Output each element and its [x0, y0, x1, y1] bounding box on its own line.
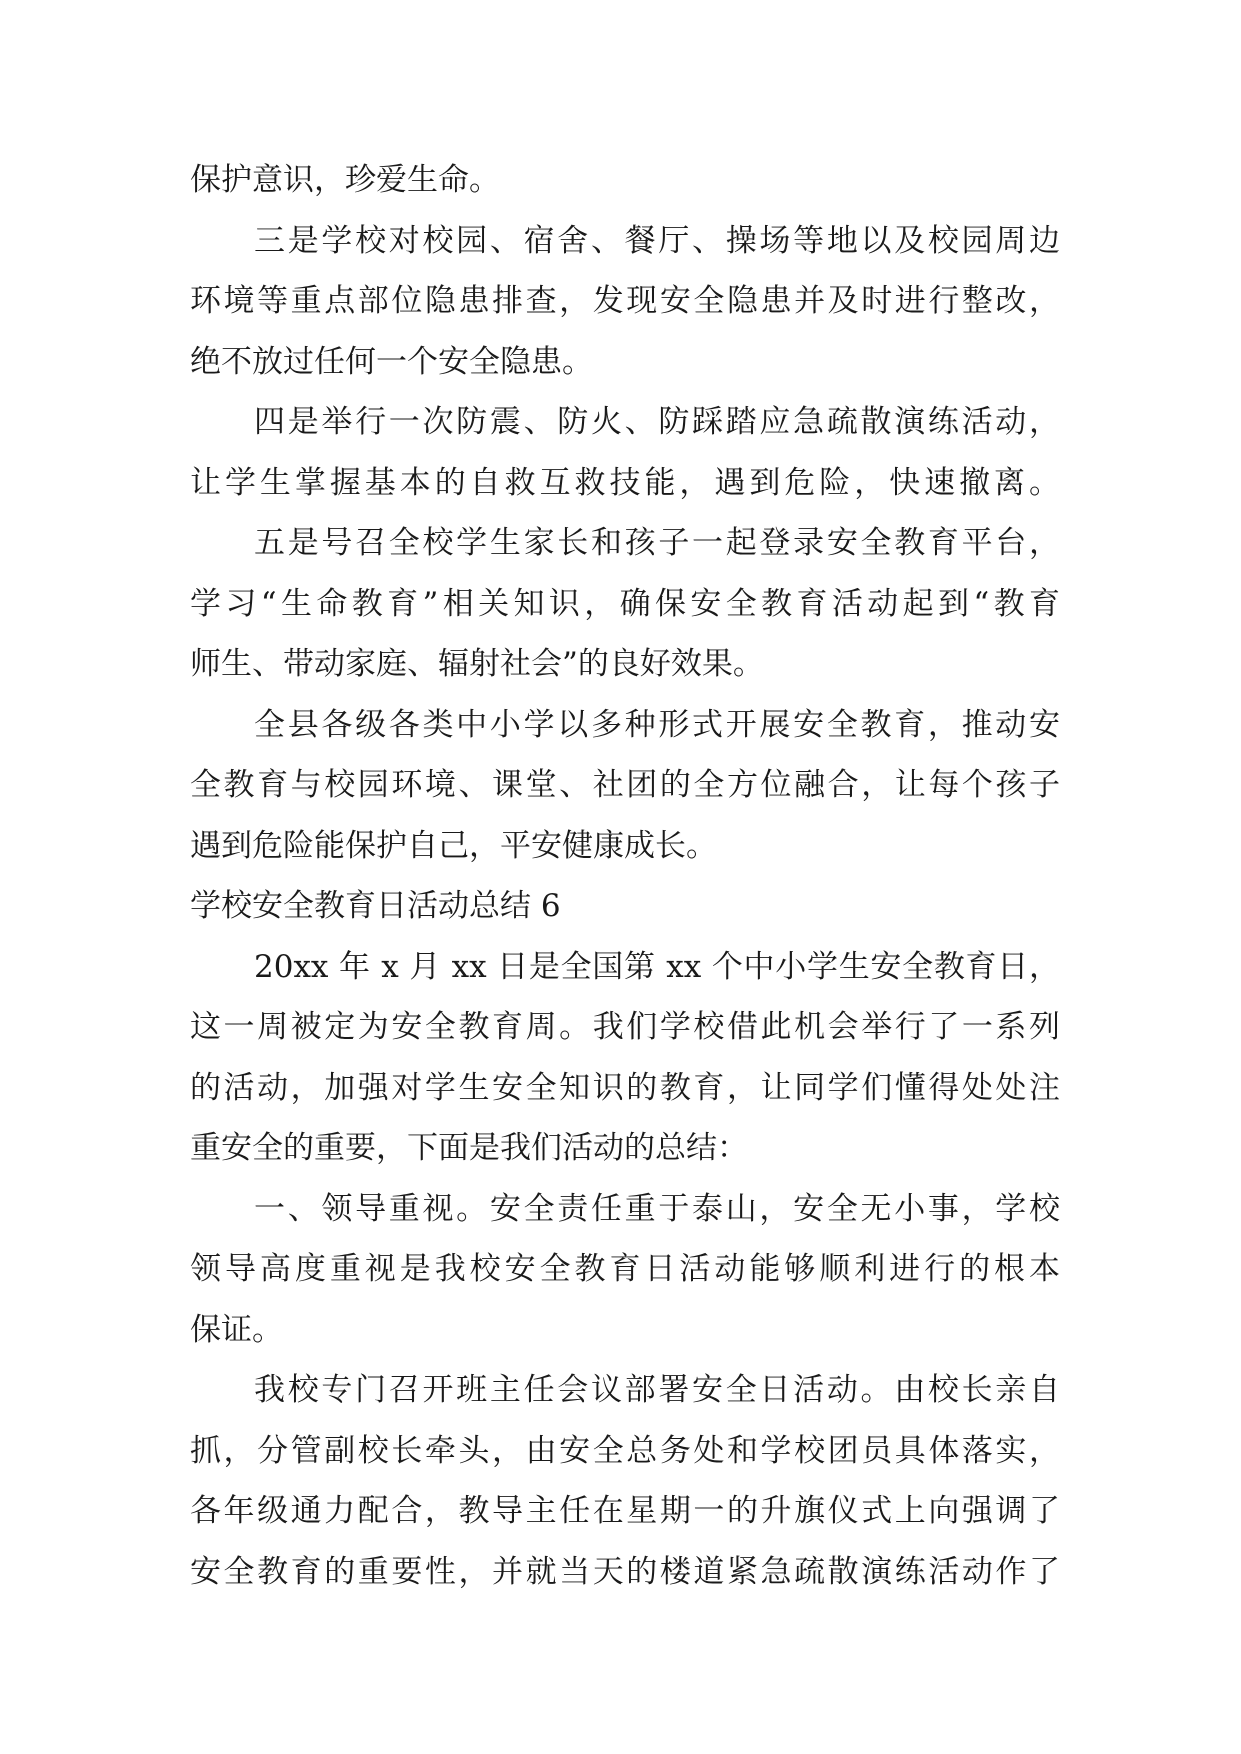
text-line: 遇到危险能保护自己，平安健康成长。 — [190, 827, 717, 864]
paragraph-start-line: 我校专门召开班主任会议部署安全日活动。由校长亲自 — [254, 1372, 1060, 1408]
section-heading: 学校安全教育日活动总结 6 — [190, 888, 561, 924]
text-line: 各年级通力配合，教导主任在星期一的升旗仪式上向强调了 — [190, 1493, 1060, 1529]
text-line: 重安全的重要，下面是我们活动的总结： — [190, 1130, 748, 1166]
text-line: 安全教育的重要性，并就当天的楼道紧急疏散演练活动作了 — [190, 1553, 1060, 1590]
text-line: 保护意识，珍爱生命。 — [190, 162, 500, 198]
text-line: 领导高度重视是我校安全教育日活动能够顺利进行的根本 — [190, 1251, 1060, 1287]
text-line: 让学生掌握基本的自救互救技能，遇到危险，快速撤离。 — [190, 464, 1060, 501]
paragraph-start-line: 全县各级各类中小学以多种形式开展安全教育，推动安 — [254, 706, 1060, 743]
text-line: 抓，分管副校长牵头，由安全总务处和学校团员具体落实， — [190, 1432, 1060, 1469]
paragraph-start-line: 三是学校对校园、宿舍、餐厅、操场等地以及校园周边 — [254, 222, 1060, 259]
text-line: 环境等重点部位隐患排查，发现安全隐患并及时进行整改， — [190, 283, 1060, 319]
text-line: 学习“生命教育”相关知识，确保安全教育活动起到“教育 — [190, 585, 1060, 622]
text-line: 的活动，加强对学生安全知识的教育，让同学们懂得处处注 — [190, 1069, 1060, 1106]
document-body — [190, 150, 1060, 1602]
text-line: 师生、带动家庭、辐射社会”的良好效果。 — [190, 646, 764, 682]
paragraph-start-line: 20xx 年 x 月 xx 日是全国第 xx 个中小学生安全教育日， — [254, 948, 1060, 985]
text-line: 保证。 — [190, 1311, 283, 1348]
text-line: 全教育与校园环境、课堂、社团的全方位融合，让每个孩子 — [190, 767, 1060, 803]
paragraph-start-line: 五是号召全校学生家长和孩子一起登录安全教育平台， — [254, 525, 1060, 561]
text-line: 这一周被定为安全教育周。我们学校借此机会举行了一系列 — [190, 1009, 1060, 1045]
paragraph-start-line: 一、领导重视。安全责任重于泰山，安全无小事，学校 — [254, 1190, 1060, 1227]
paragraph-start-line: 四是举行一次防震、防火、防踩踏应急疏散演练活动， — [254, 404, 1060, 440]
text-line: 绝不放过任何一个安全隐患。 — [190, 343, 593, 380]
